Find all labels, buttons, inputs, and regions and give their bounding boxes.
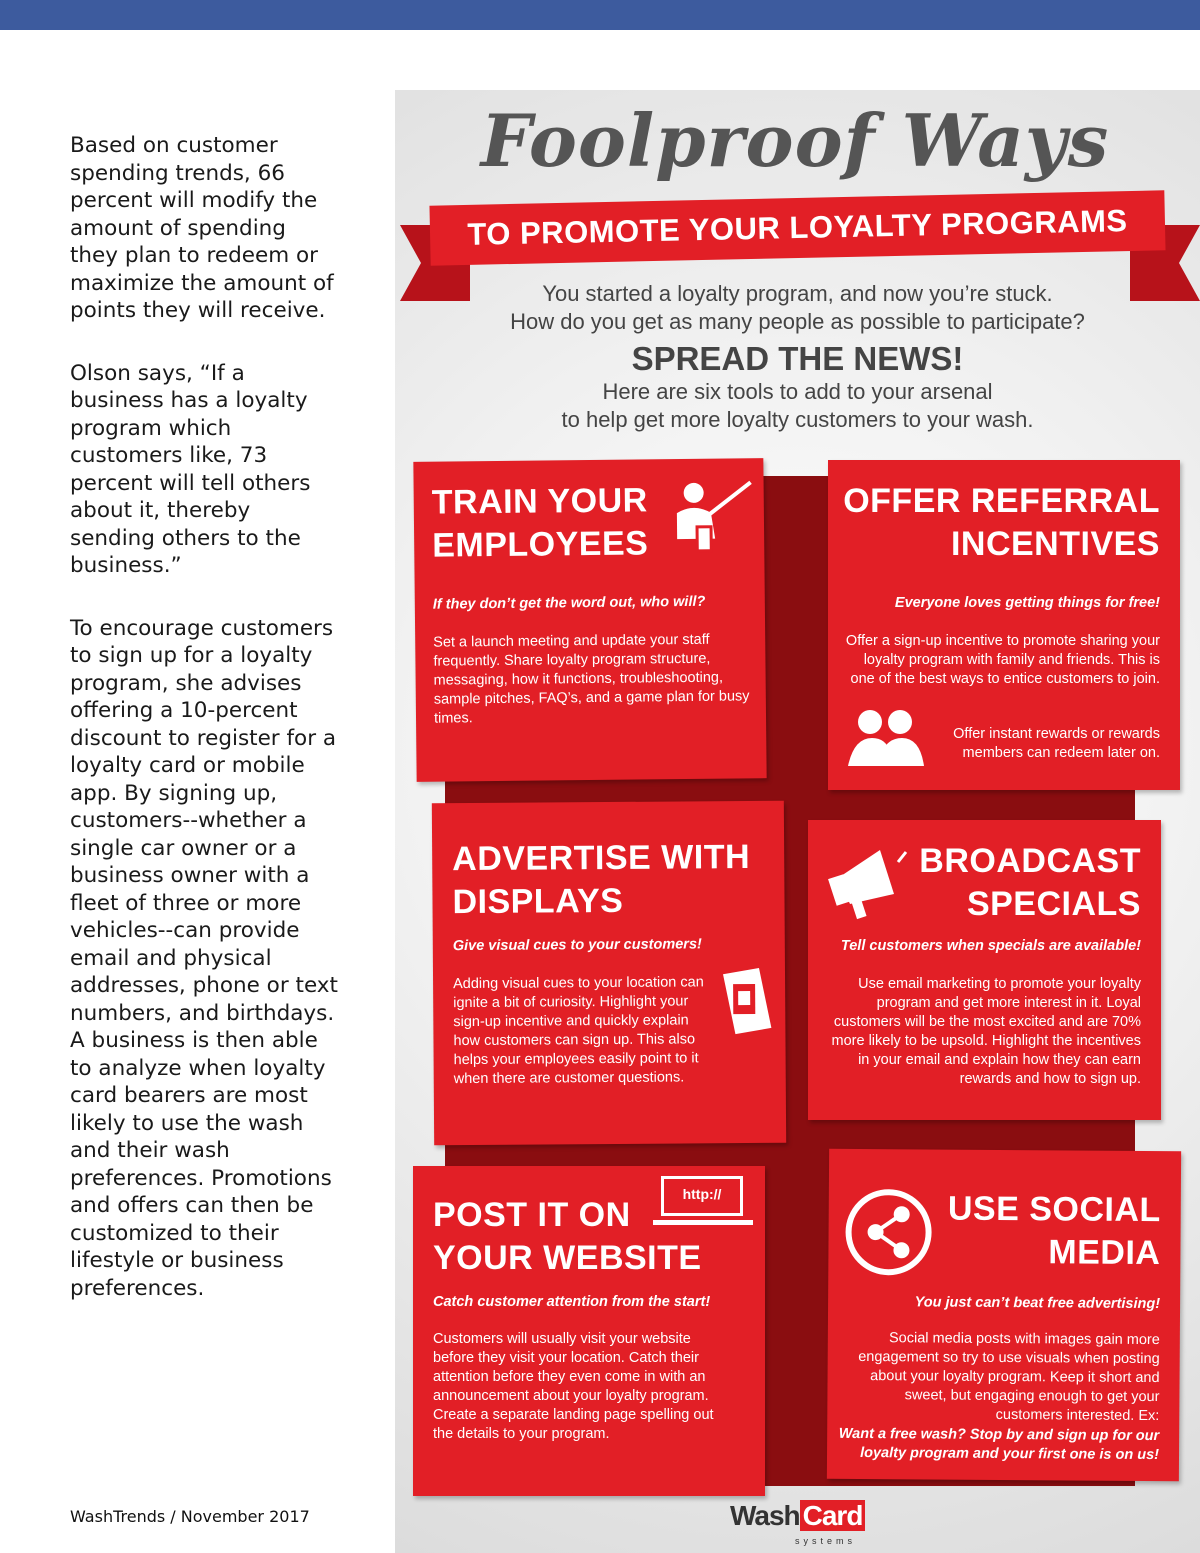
infographic-title: Foolproof Ways	[480, 98, 1110, 183]
card-body: Use email marketing to promote your loyalty program and get more interest in it. Loyal customers will be the most excited and are 70% more likely to be upsold. Highlight the incentives in your email and explain how they can earn rewards and how to sign up.	[831, 976, 1141, 1087]
intro-line: How do you get as many people as possible to participate?	[510, 309, 1085, 334]
card-broadcast-specials	[808, 820, 1161, 1120]
megaphone-icon	[828, 842, 910, 922]
card-title: USE SOCIAL MEDIA	[947, 1189, 1161, 1273]
people-handshake-icon	[846, 708, 926, 768]
card-title: ADVERTISE WITH DISPLAYS	[452, 838, 751, 922]
article-column	[70, 132, 338, 1337]
share-icon	[843, 1187, 934, 1278]
card-train-employees	[413, 458, 766, 782]
card-body: Customers will usually visit your website before they visit your location. Catch their attention before they even come in with an announcement about your loyalty program. Create a separate landing page spelling out the details to your program.	[433, 1331, 714, 1442]
card-social-media	[827, 1149, 1181, 1481]
card-title: POST IT ON YOUR WEBSITE	[433, 1196, 702, 1277]
article-paragraph: Olson says, “If a business has a loyalty program which customers like, 73 percent will tell others about it, thereby sending others to the business.”	[70, 360, 311, 578]
card-tagline: Everyone loves getting things for free!	[894, 595, 1160, 611]
ribbon-banner: TO PROMOTE YOUR LOYALTY PROGRAMS	[429, 190, 1165, 265]
infographic	[395, 90, 1200, 1553]
logo-subtext: systems	[795, 1536, 857, 1546]
intro-line: You started a loyalty program, and now you’re stuck.	[542, 281, 1053, 306]
card-tagline: You just can’t beat free advertising!	[914, 1294, 1161, 1313]
top-bar	[0, 0, 1200, 30]
teacher-pointer-icon	[669, 478, 760, 559]
spread-headline: SPREAD THE NEWS!	[631, 340, 964, 377]
url-text: http://	[682, 1186, 722, 1202]
display-stand-icon	[715, 966, 775, 1036]
card-body: Set a launch meeting and update your staff frequently. Share loyalty program structure, messaging, how it functions, troubleshooting, sample pitches, FAQ’s, and a game plan for busy times.	[433, 631, 750, 727]
intro-line: to help get more loyalty customers to your wash.	[561, 407, 1034, 432]
card-body: Social media posts with images gain more engagement so try to use visuals when posting about your loyalty program. Keep it short and sweet, but engaging enough to get your customers interested. Ex:	[858, 1330, 1160, 1425]
card-title: BROADCAST SPECIALS	[919, 842, 1141, 923]
card-tagline: If they don’t get the word out, who will?	[432, 593, 706, 613]
card-body: Adding visual cues to your location can ignite a bit of curiosity. Highlight your sign-up incentive and quickly explain how customers can sign up. This also helps your employees easily point to it when there are customer questions.	[453, 974, 704, 1088]
card-post-website	[413, 1166, 765, 1496]
laptop-icon	[653, 1176, 753, 1228]
card-body: Offer a sign-up incentive to promote sharing your loyalty program with family and friends. This is one of the best ways to entice customers to join.	[845, 633, 1160, 687]
card-referral-incentives	[828, 460, 1180, 790]
article-paragraph: To encourage customers to sign up for a loyalty program, she advises offering a 10-percent discount to register for a loyalty card or mobile app. By signing up, customers--whether a single car owner or a business owner with a fleet of three or more vehicles--can provide email and physical addresses, phone or text numbers, and birthdays. A business is then able to analyze when loyalty card bearers are most likely to use the wash and their wash preferences. Promotions and offers can then be customized to their lifestyle or business preferences.	[70, 615, 338, 1301]
intro-line: Here are six tools to add to your arsenal	[602, 379, 993, 404]
card-title: TRAIN YOUR EMPLOYEES	[431, 481, 649, 565]
card-example: Want a free wash? Stop by and sign up for our loyalty program and your first one is on us!	[838, 1425, 1160, 1464]
card-body-secondary: Offer instant rewards or rewards members can redeem later on.	[953, 726, 1160, 761]
card-advertise-displays	[432, 801, 786, 1145]
article-paragraph: Based on customer spending trends, 66 percent will modify the amount of spending they plan to redeem or maximize the amount of points they will receive.	[70, 133, 334, 323]
washcard-logo: Wash Card	[730, 1500, 865, 1532]
publication-footer: WashTrends / November 2017	[70, 1507, 310, 1526]
card-tagline: Give visual cues to your customers!	[452, 936, 702, 955]
card-tagline: Tell customers when specials are available!	[840, 938, 1141, 954]
card-title: OFFER REFERRAL INCENTIVES	[843, 482, 1160, 563]
card-tagline: Catch customer attention from the start!	[433, 1294, 711, 1310]
